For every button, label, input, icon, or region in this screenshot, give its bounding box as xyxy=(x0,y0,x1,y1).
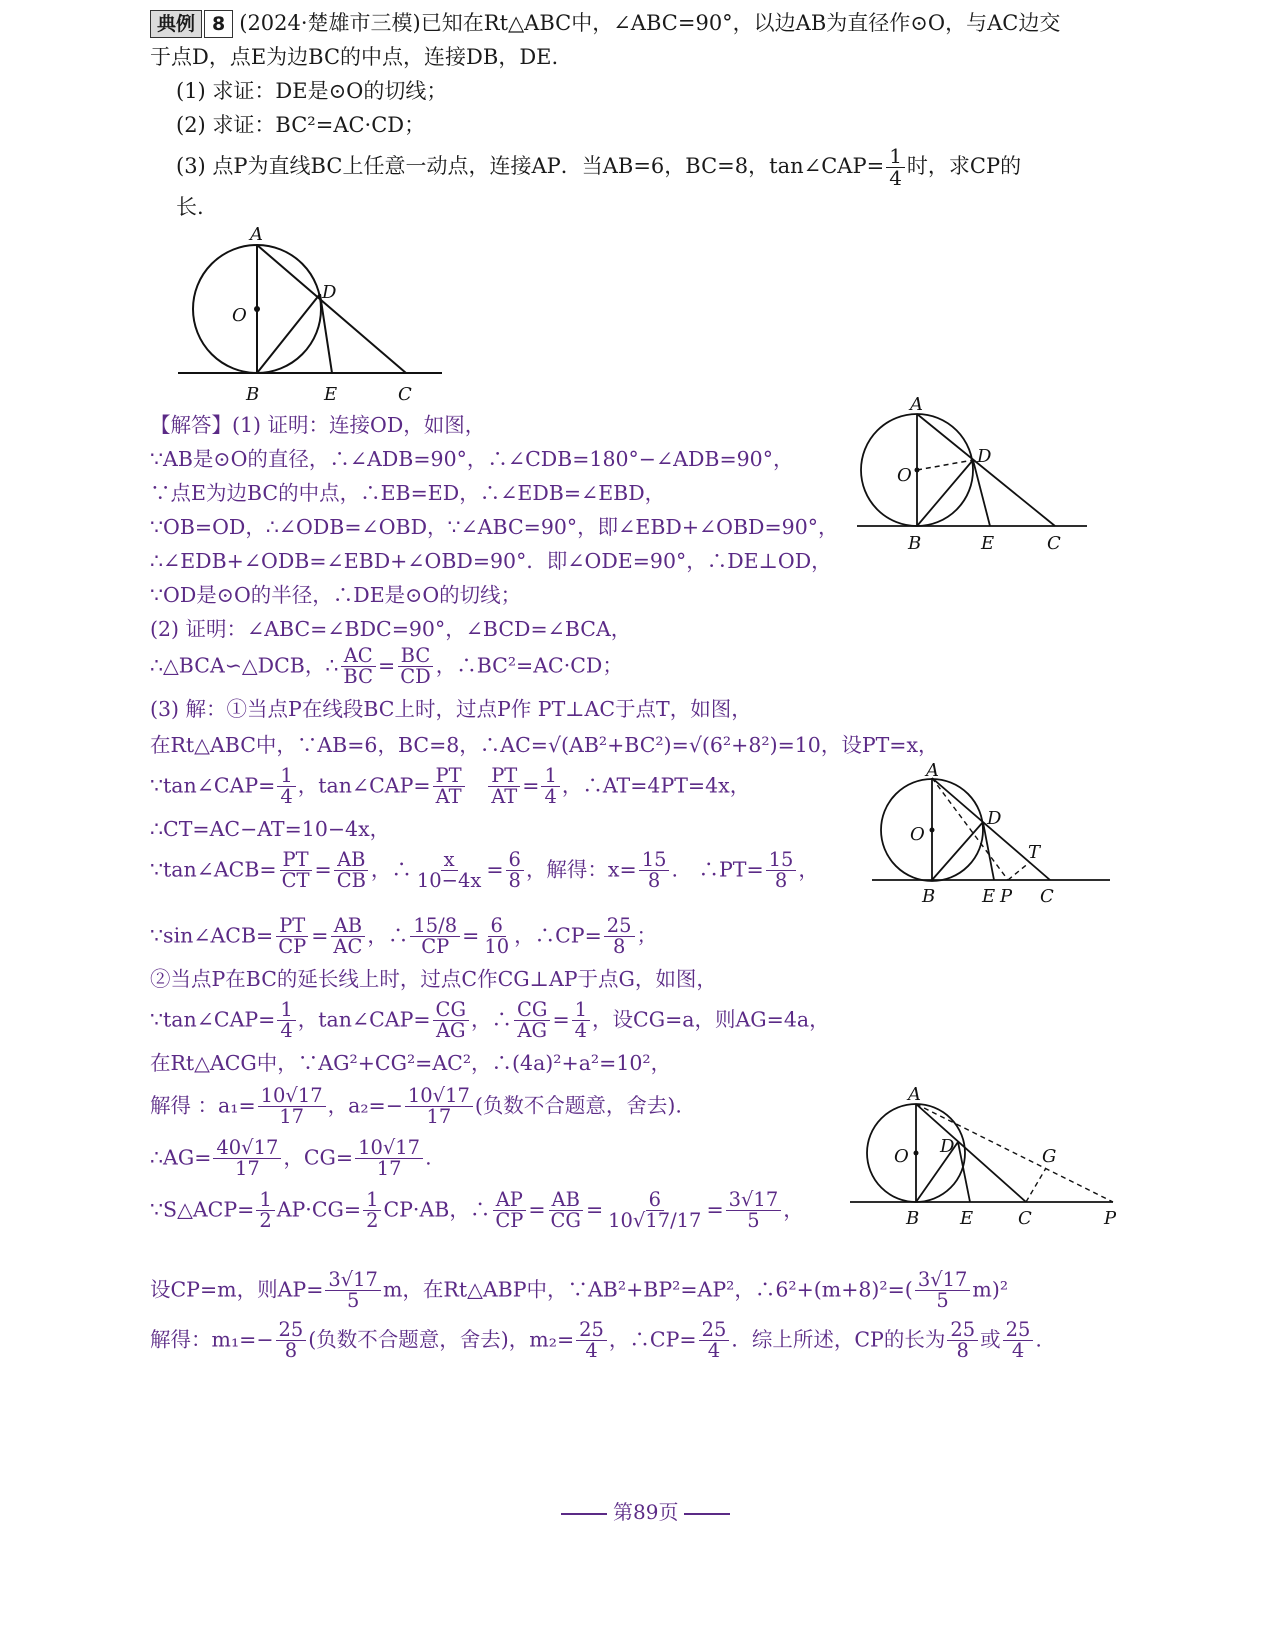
fig2-label-E: E xyxy=(981,533,995,554)
fig4-label-E: E xyxy=(960,1208,974,1229)
question-3-cont: 长. xyxy=(176,195,204,219)
sol-line-5: ∴∠EDB+∠ODB=∠EBD+∠OBD=90°．即∠ODE=90°，∴DE⊥OD， xyxy=(150,549,832,573)
fig3-label-T: T xyxy=(1028,842,1041,863)
figure-3 xyxy=(860,760,1120,950)
sol-line-6: ∵OD是⊙O的半径，∴DE是⊙O的切线； xyxy=(150,583,522,607)
fig4-label-B: B xyxy=(906,1208,920,1229)
example-number: 8 xyxy=(204,10,233,38)
fig3-label-O: O xyxy=(910,824,925,845)
sol-line-22: 解得：m₁=− $\frac{25}{8}$ (负数不合题意，舍去)，m₂= $\frac{25}{4}$ ，∴CP= $\frac{25}{4}$ ．综上所述，CP的长为 $\frac{25}{8}$ 或 $\frac{25}{4}$ . xyxy=(150,1318,1042,1363)
fig2-label-D: D xyxy=(977,446,992,467)
sol-line-20: ∵S△ACP= $\frac{1}{2}$ AP·CG= $\frac{1}{2}$ CP·AB，∴ $\frac{AP}{CP}$ = $\frac{AB}{CG}$ = $\frac{6}{10√17/17}$ = $\frac{3√17}{5}$ ， xyxy=(150,1188,804,1233)
fig2-label-A: A xyxy=(910,396,923,415)
fig4-label-G: G xyxy=(1042,1146,1057,1167)
fig4-label-P: P xyxy=(1104,1208,1117,1229)
sol-line-11: ∵tan∠CAP= $\frac{1}{4}$ ，tan∠CAP= $\frac{PT}{AT}$ $\frac{PT}{AT}$ = $\frac{1}{4}$ ，∴AT=4PT=4x， xyxy=(150,764,751,809)
fig3-label-A: A xyxy=(926,760,939,781)
example-tag: 典例 xyxy=(150,10,202,38)
sol-line-9: (3) 解：①当点P在线段BC上时，过点P作 PT⊥AC于点T，如图， xyxy=(150,697,752,721)
fig4-label-D: D xyxy=(940,1136,955,1157)
sol-line-21: 设CP=m，则AP= $\frac{3√17}{5}$ m，在Rt△ABP中，∵AB²+BP²=AP²，∴6²+(m+8)²=( $\frac{3√17}{5}$ m)² xyxy=(150,1268,1009,1313)
fig1-label-C: C xyxy=(398,384,412,405)
sol-line-17: 在Rt△ACG中，∵AG²+CG²=AC²，∴(4a)²+a²=10²， xyxy=(150,1051,672,1075)
fig3-label-P: P xyxy=(1000,886,1013,907)
fig1-label-B: B xyxy=(246,384,260,405)
fig2-label-O: O xyxy=(897,465,912,486)
fig2-label-C: C xyxy=(1047,533,1061,554)
sol-line-7: (2) 证明：∠ABC=∠BDC=90°，∠BCD=∠BCA， xyxy=(150,617,632,641)
sol-line-1: 【解答】(1) 证明：连接OD，如图， xyxy=(150,413,486,437)
sol-line-3: ∵点E为边BC的中点，∴EB=ED，∴∠EDB=∠EBD， xyxy=(150,481,666,505)
page-footer xyxy=(555,1496,736,1525)
fig4-label-A: A xyxy=(908,1084,921,1105)
q3-text-a: (3) 点P为直线BC上任意一动点，连接AP．当AB=6，BC=8，tan∠CAP= xyxy=(176,153,885,178)
fig4-label-O: O xyxy=(894,1146,909,1167)
sol-line-19: ∴AG= $\frac{40√17}{17}$ ，CG= $\frac{10√17}{17}$ . xyxy=(150,1136,432,1181)
question-3 xyxy=(176,146,1021,189)
problem-stem-line1 xyxy=(150,6,1060,40)
sol-line-10: 在Rt△ABC中，∵AB=6，BC=8，∴AC=√(AB²+BC²)=√(6²+8²)=10，设PT=x， xyxy=(150,733,939,757)
fig3-label-E: E xyxy=(982,886,996,907)
sol-line-8: ∴△BCA∽△DCB，∴ $\frac{AC}{BC}$ = $\frac{BC}{CD}$ ，∴BC²=AC·CD； xyxy=(150,644,623,689)
question-2: (2) 求证：BC²=AC·CD； xyxy=(176,113,426,137)
sol-line-14: ∵sin∠ACB= $\frac{PT}{CP}$ = $\frac{AB}{AC}$ ，∴ $\frac{15/8}{CP}$ = $\frac{6}{10}$ ，∴CP= $\frac{25}{8}$ ； xyxy=(150,914,658,959)
sol-line-12: ∴CT=AC−AT=10−4x， xyxy=(150,817,391,841)
sol-line-4: ∵OB=OD，∴∠ODB=∠OBD，∵∠ABC=90°，即∠EBD+∠OBD=90°， xyxy=(150,515,839,539)
fig1-label-E: E xyxy=(324,384,338,405)
figure-4 xyxy=(848,1082,1128,1232)
fig2-label-B: B xyxy=(908,533,922,554)
q3-text-b: 时，求CP的 xyxy=(906,153,1022,178)
sol-line-18: 解得 ：a₁= $\frac{10√17}{17}$ ，a₂=− $\frac{10√17}{17}$ (负数不合题意，舍去). xyxy=(150,1084,682,1129)
question-1: (1) 求证：DE是⊙O的切线； xyxy=(176,79,448,103)
page-number: 第89页 xyxy=(613,1500,679,1524)
fig3-label-D: D xyxy=(987,808,1002,829)
q3-fraction: $\frac{1}{4}$ xyxy=(886,146,905,189)
fig1-label-O: O xyxy=(232,305,247,326)
sol-line-15: ②当点P在BC的延长线上时，过点C作CG⊥AP于点G，如图， xyxy=(150,967,717,991)
stem-text-1: (2024·楚雄市三模)已知在Rt△ABC中，∠ABC=90°，以边AB为直径作⊙O，与AC边交 xyxy=(239,11,1061,35)
figure-1 xyxy=(170,222,460,412)
fig3-label-B: B xyxy=(922,886,936,907)
fig1-label-D: D xyxy=(322,282,337,303)
fig1-label-A: A xyxy=(250,224,263,245)
fig3-label-C: C xyxy=(1040,886,1054,907)
figure-2 xyxy=(855,396,1095,566)
sol-line-16: ∵tan∠CAP= $\frac{1}{4}$ ，tan∠CAP= $\frac{CG}{AG}$ ，∴ $\frac{CG}{AG}$ = $\frac{1}{4}$ ，设CG=a，则AG=4a， xyxy=(150,998,830,1043)
fig4-label-C: C xyxy=(1018,1208,1032,1229)
sol-line-2: ∵AB是⊙O的直径，∴∠ADB=90°，∴∠CDB=180°−∠ADB=90°， xyxy=(150,447,794,471)
sol-line-13: ∵tan∠ACB= $\frac{PT}{CT}$ = $\frac{AB}{CB}$ ，∴ $\frac{x}{10-4x}$ = $\frac{6}{8}$ ，解得：x= $\frac{15}{8}$ . ∴PT= $\frac{15}{8}$ ， xyxy=(150,848,819,893)
problem-stem-line2: 于点D，点E为边BC的中点，连接DB，DE. xyxy=(150,45,559,69)
